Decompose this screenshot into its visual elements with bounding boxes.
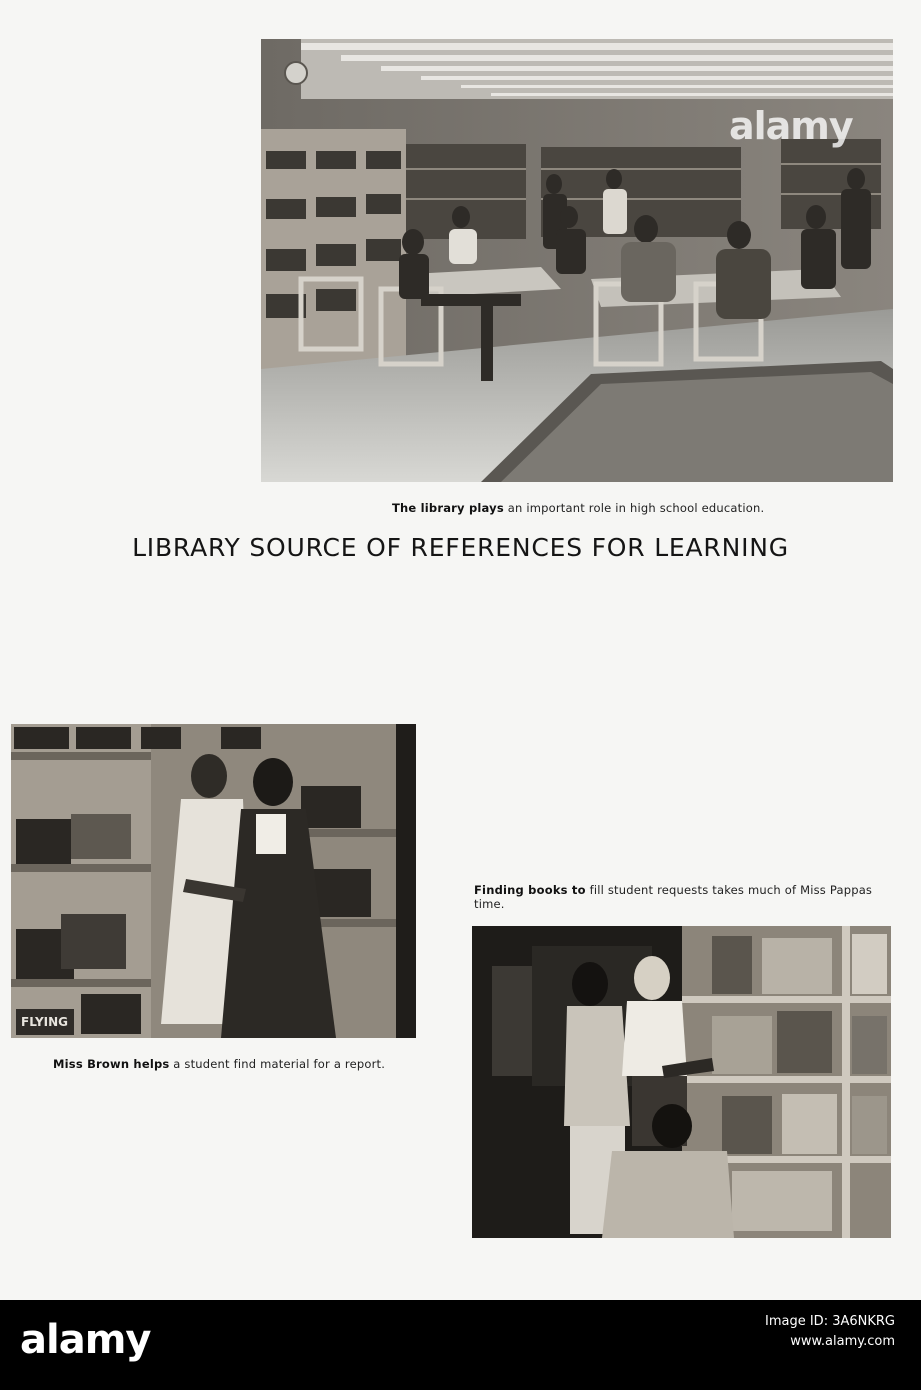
top-photo-caption [392,501,812,515]
left-caption-rest: a student find material for a report. [169,1057,386,1071]
page-headline: LIBRARY SOURCE OF REFERENCES FOR LEARNING [132,533,789,562]
watermark-id [765,1312,895,1352]
svg-text:FLYING: FLYING [21,1015,69,1029]
top-caption-rest: an important role in high school education. [503,501,765,515]
right-caption-rest: fill student requests takes much of Miss Pappas time. [474,883,873,911]
miss-brown-photo [11,724,416,1038]
left-photo-caption [53,1057,413,1071]
right-caption-lead: Finding books to [474,883,586,897]
book-stacks-photo [472,926,891,1238]
watermark-site: www.alamy.com [790,1334,895,1349]
top-caption-lead: The library plays [392,501,504,515]
watermark-image-id: Image ID: 3A6NKRG [765,1314,895,1329]
watermark-logo: alamy [20,1317,151,1363]
watermark-logo-overlay: alamy [729,104,853,148]
right-photo-caption [474,883,894,911]
left-caption-lead: Miss Brown helps [53,1057,170,1071]
